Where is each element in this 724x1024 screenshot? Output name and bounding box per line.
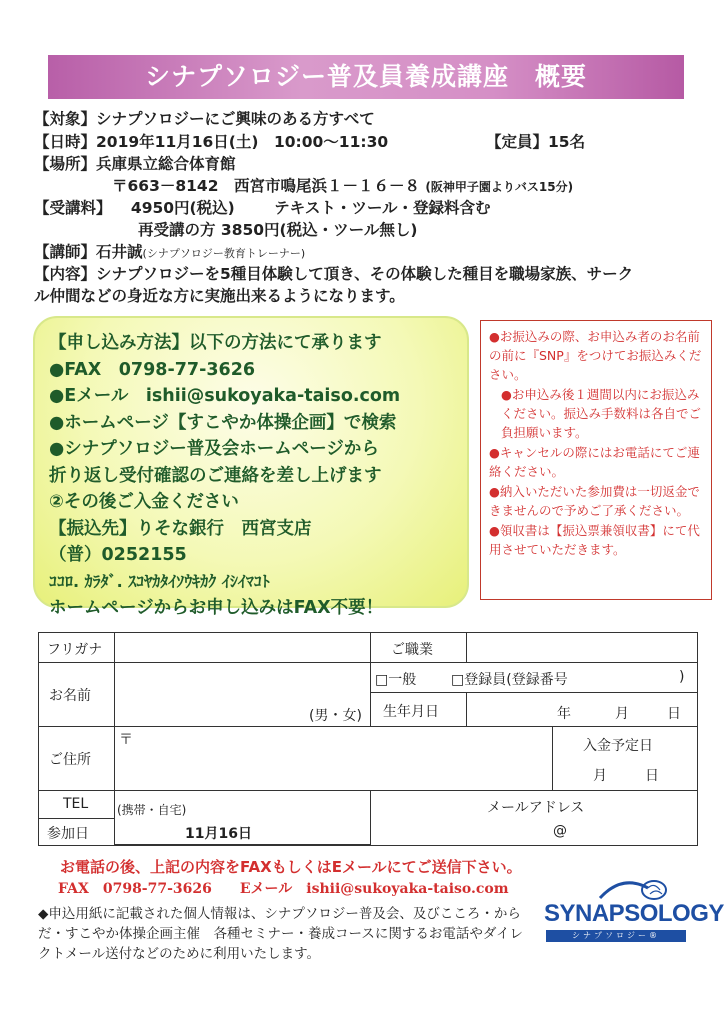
notice-item: ●納入いただいた参加費は一切返金できませんので予めご了承ください。 (489, 484, 700, 518)
application-method-box (33, 316, 469, 618)
apply-line-email: ●Eメール ishii@sukoyaka-taiso.com (49, 386, 401, 406)
occupation-label-cell (371, 633, 467, 663)
birth-year: 年 (557, 706, 571, 722)
birth-input[interactable] (467, 693, 697, 727)
content-line-1: シナプソロジーを5種目体験して頂き、その体験した種目を職場家族、サーク (96, 265, 634, 283)
name-label: お名前 (49, 688, 91, 704)
notice-item: ●お振込みの際、お申込み者のお名前の前に『SNP』をつけてお振込みください。 (489, 329, 702, 382)
notice-item: ●お申込み後１週間以内にお振込みください。振込み手数料は各自でご負担願います。 (501, 387, 702, 440)
payment-month: 月 (593, 768, 607, 784)
general-checkbox[interactable]: □一般 (375, 672, 417, 688)
email-label: メールアドレス (487, 800, 585, 816)
address-input[interactable] (115, 727, 553, 791)
info-address (112, 175, 573, 198)
email-at: @ (553, 823, 567, 839)
lecturer-value: 石井誠 (96, 243, 143, 261)
payment-date-cell[interactable] (553, 727, 697, 791)
refee-label: 再受講の方 (138, 221, 216, 239)
date-label: 【日時】 (34, 133, 97, 151)
date-value: 2019年11月16日(土) 10:00～11:30 (96, 133, 389, 151)
birth-label-cell (371, 693, 467, 727)
address-label: ご住所 (49, 752, 91, 768)
fee-value: 4950円(税込) (130, 199, 235, 217)
apply-line-fax: ●FAX 0798-77-3626 (49, 359, 256, 380)
name-input[interactable] (115, 663, 371, 727)
lecturer-label: 【講師】 (34, 243, 97, 261)
content-line-2: ル仲間などの身近な方に実施出来るようになります。 (34, 287, 405, 305)
apply-line-payment: ②その後ご入金ください (49, 492, 239, 512)
apply-line-1: 【申し込み方法】以下の方法にて承ります (49, 333, 382, 353)
notice-item: ●領収書は【振込票兼領収書】にて代用させていただきます。 (489, 523, 700, 557)
fee-label: 【受講料】 (34, 199, 112, 217)
birth-day: 日 (667, 706, 681, 722)
info-place (34, 153, 236, 175)
postal-mark: 〒 (119, 732, 133, 748)
apply-line-synapsology-hp: ●シナプソロジー普及会ホームページから (49, 439, 379, 459)
payment-day: 日 (645, 768, 659, 784)
target-value: シナプソロジーにご興味のある方すべて (96, 110, 375, 128)
occupation-input[interactable] (467, 633, 697, 663)
place-value: 兵庫県立総合体育館 (96, 155, 236, 173)
furigana-label: フリガナ (47, 642, 103, 658)
payment-date-label: 入金予定日 (583, 738, 653, 754)
info-content (34, 263, 633, 285)
name-label-cell (39, 663, 115, 727)
access-note: (阪神甲子園よりバス15分) (425, 180, 574, 194)
tel-label-cell (39, 791, 115, 819)
place-label: 【場所】 (34, 155, 97, 173)
application-form (38, 632, 698, 846)
birth-month: 月 (615, 706, 629, 722)
fee-note: テキスト・ツール・登録料含む (274, 199, 491, 217)
email-input[interactable] (371, 791, 697, 845)
furigana-input[interactable] (115, 633, 371, 663)
logo-wordmark: SYNAPSOLOGY (544, 900, 724, 927)
attend-label: 参加日 (47, 826, 89, 842)
content-label: 【内容】 (34, 265, 97, 283)
address-value: 〒663－8142 西宮市鳴尾浜１－１６－８ (112, 177, 420, 195)
apply-line-bank: 【振込先】りそな銀行 西宮支店 (49, 518, 312, 539)
tel-note: (携帯・自宅) (117, 803, 187, 817)
apply-line-account: （普）0252155 (49, 545, 187, 565)
lecturer-title: (シナプソロジー教育トレーナー) (142, 247, 306, 260)
member-checkbox[interactable]: □登録員(登録番号 (451, 672, 568, 688)
info-fee (34, 197, 491, 219)
attend-label-cell (39, 819, 115, 845)
info-date (34, 131, 388, 153)
sex-choice: (男・女) (309, 708, 362, 724)
capacity-value: 15名 (548, 133, 586, 151)
address-label-cell (39, 727, 115, 791)
notice-item: ●キャンセルの際にはお電話にてご連絡ください。 (489, 445, 700, 479)
apply-line-no-fax: ホームページからお申し込みはFAX不要！ (49, 598, 384, 618)
info-capacity (486, 131, 585, 153)
synapsology-logo (544, 878, 724, 948)
notice-box (480, 320, 712, 600)
info-lecturer (34, 241, 305, 265)
info-refee (138, 219, 417, 241)
logo-band: シナプソロジー® (546, 930, 686, 942)
capacity-label: 【定員】 (486, 133, 549, 151)
occupation-label: ご職業 (391, 642, 433, 658)
apply-line-account-name: ｺｺﾛ. ｶﾗﾀﾞ. ｽｺﾔｶﾀｲｿｳｷｶｸ ｲｼｲﾏｺﾄ (49, 571, 270, 591)
submit-instruction: お電話の後、上記の内容をFAXもしくはEメールにてご送信下さい。 (60, 858, 522, 876)
birth-label: 生年月日 (383, 704, 439, 720)
target-label: 【対象】 (34, 110, 97, 128)
privacy-note: ◆申込用紙に記載された個人情報は、シナプソロジー普及会、及びこころ・からだ・すこやか体操企画主催 各種セミナー・養成コースに関するお電話やダイレクトメール送付などのために利用いたします。 (38, 906, 524, 962)
furigana-label-cell (39, 633, 115, 663)
refee-value: 3850円(税込・ツール無し) (220, 221, 418, 239)
info-content-2 (34, 285, 405, 307)
member-type-cell (371, 663, 697, 693)
contact-info: FAX 0798-77-3626 Eメール ishii@sukoyaka-taiso.com (58, 881, 509, 897)
attend-date: 11月16日 (185, 826, 252, 842)
apply-line-homepage: ●ホームページ【すこやか体操企画】で検索 (49, 412, 397, 433)
info-target (34, 108, 375, 130)
page-title: シナプソロジー普及員養成講座 概要 (48, 55, 684, 99)
member-close: ) (679, 669, 685, 685)
tel-label: TEL (63, 796, 89, 812)
apply-line-confirm: 折り返し受付確認のご連絡を差し上げます (49, 465, 382, 486)
